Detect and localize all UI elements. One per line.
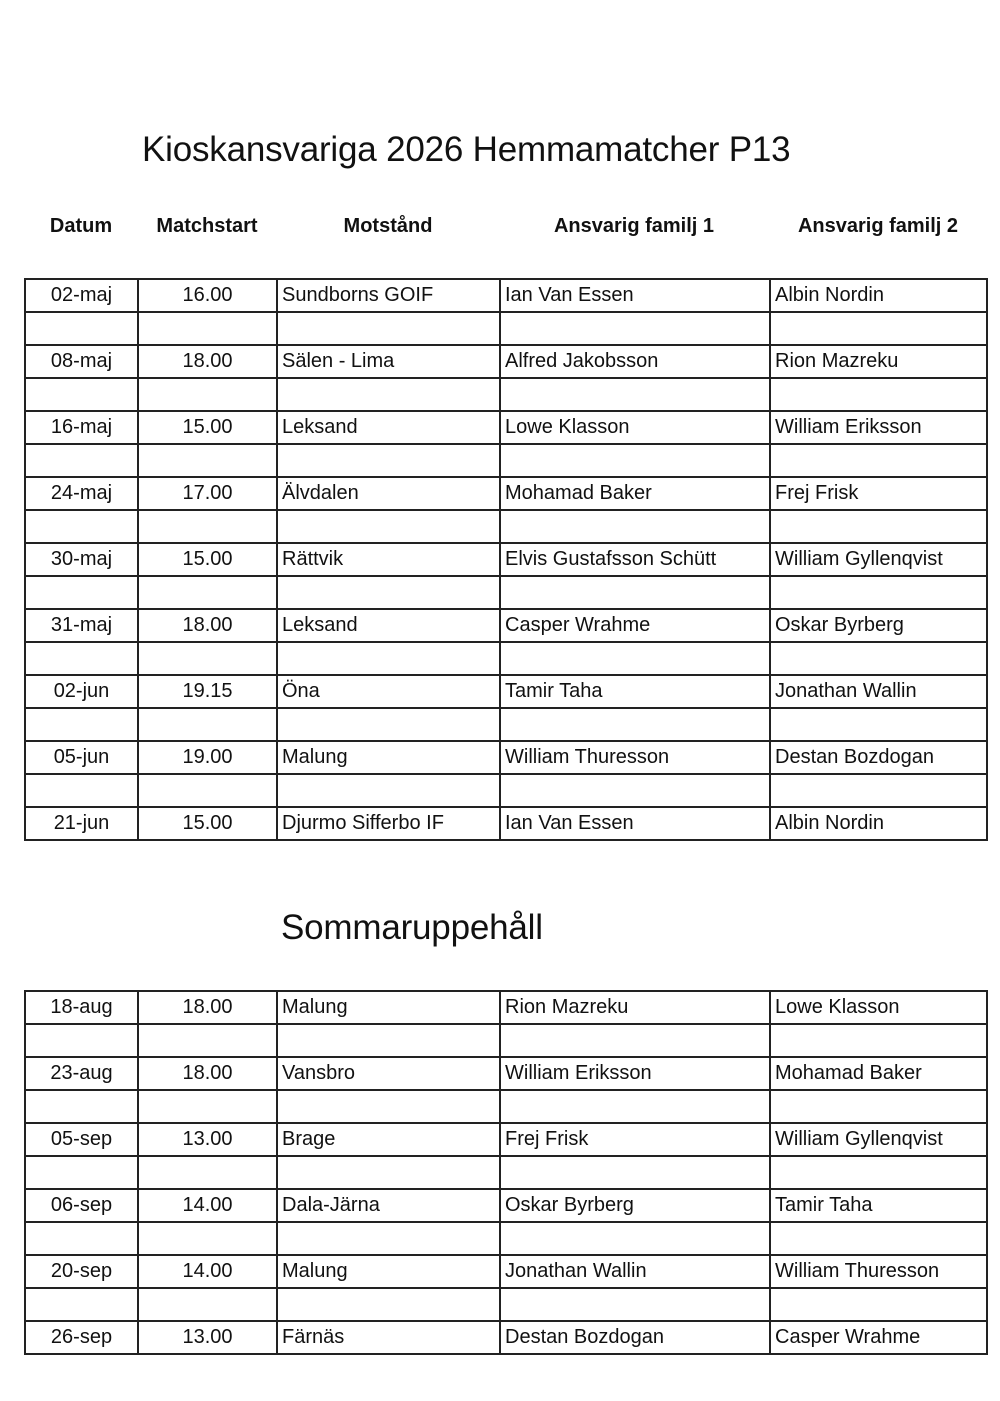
empty-cell bbox=[770, 1222, 987, 1255]
cell-opponent: Malung bbox=[277, 991, 500, 1024]
empty-cell bbox=[277, 1222, 500, 1255]
header-datum: Datum bbox=[49, 215, 113, 237]
cell-family-2: Casper Wrahme bbox=[770, 1321, 987, 1354]
empty-cell bbox=[277, 1156, 500, 1189]
empty-cell bbox=[770, 1288, 987, 1321]
empty-cell bbox=[25, 444, 138, 477]
empty-cell bbox=[138, 1090, 277, 1123]
empty-cell bbox=[770, 1156, 987, 1189]
cell-opponent: Djurmo Sifferbo IF bbox=[277, 807, 500, 840]
cell-date: 26-sep bbox=[25, 1321, 138, 1354]
empty-cell bbox=[25, 1222, 138, 1255]
empty-cell bbox=[500, 774, 770, 807]
cell-family-2: William Eriksson bbox=[770, 411, 987, 444]
cell-opponent: Öna bbox=[277, 675, 500, 708]
cell-opponent: Malung bbox=[277, 1255, 500, 1288]
cell-family-2: William Thuresson bbox=[770, 1255, 987, 1288]
cell-date: 05-sep bbox=[25, 1123, 138, 1156]
empty-cell bbox=[770, 378, 987, 411]
empty-cell bbox=[25, 708, 138, 741]
cell-kickoff: 18.00 bbox=[138, 1057, 277, 1090]
empty-row bbox=[25, 774, 987, 807]
empty-cell bbox=[25, 378, 138, 411]
cell-opponent: Sundborns GOIF bbox=[277, 279, 500, 312]
cell-opponent: Leksand bbox=[277, 411, 500, 444]
empty-cell bbox=[770, 708, 987, 741]
column-headers bbox=[0, 215, 1000, 245]
table-row bbox=[25, 1255, 987, 1288]
cell-date: 02-maj bbox=[25, 279, 138, 312]
cell-family-1: Ian Van Essen bbox=[500, 807, 770, 840]
empty-cell bbox=[500, 510, 770, 543]
empty-cell bbox=[500, 1156, 770, 1189]
cell-date: 08-maj bbox=[25, 345, 138, 378]
empty-cell bbox=[277, 1090, 500, 1123]
empty-cell bbox=[138, 1024, 277, 1057]
empty-cell bbox=[25, 642, 138, 675]
cell-family-1: Elvis Gustafsson Schütt bbox=[500, 543, 770, 576]
cell-family-2: Jonathan Wallin bbox=[770, 675, 987, 708]
cell-date: 06-sep bbox=[25, 1189, 138, 1222]
empty-cell bbox=[277, 642, 500, 675]
cell-family-2: Lowe Klasson bbox=[770, 991, 987, 1024]
empty-cell bbox=[138, 1222, 277, 1255]
cell-opponent: Malung bbox=[277, 741, 500, 774]
empty-cell bbox=[25, 576, 138, 609]
empty-cell bbox=[25, 1090, 138, 1123]
cell-date: 16-maj bbox=[25, 411, 138, 444]
empty-cell bbox=[770, 774, 987, 807]
empty-cell bbox=[138, 1288, 277, 1321]
empty-cell bbox=[770, 576, 987, 609]
page-title: Kioskansvariga 2026 Hemmamatcher P13 bbox=[142, 130, 791, 169]
cell-family-2: Albin Nordin bbox=[770, 807, 987, 840]
empty-cell bbox=[25, 510, 138, 543]
cell-opponent: Färnäs bbox=[277, 1321, 500, 1354]
empty-row bbox=[25, 576, 987, 609]
cell-family-1: William Eriksson bbox=[500, 1057, 770, 1090]
cell-opponent: Sälen - Lima bbox=[277, 345, 500, 378]
cell-kickoff: 19.15 bbox=[138, 675, 277, 708]
cell-family-2: Rion Mazreku bbox=[770, 345, 987, 378]
table-row bbox=[25, 991, 987, 1024]
table-row bbox=[25, 477, 987, 510]
cell-kickoff: 15.00 bbox=[138, 807, 277, 840]
cell-family-1: Lowe Klasson bbox=[500, 411, 770, 444]
table-row bbox=[25, 279, 987, 312]
empty-row bbox=[25, 642, 987, 675]
cell-family-1: Rion Mazreku bbox=[500, 991, 770, 1024]
table-row bbox=[25, 807, 987, 840]
cell-opponent: Brage bbox=[277, 1123, 500, 1156]
empty-cell bbox=[770, 642, 987, 675]
cell-opponent: Rättvik bbox=[277, 543, 500, 576]
empty-row bbox=[25, 510, 987, 543]
empty-row bbox=[25, 1090, 987, 1123]
cell-opponent: Vansbro bbox=[277, 1057, 500, 1090]
cell-kickoff: 15.00 bbox=[138, 411, 277, 444]
cell-family-1: Destan Bozdogan bbox=[500, 1321, 770, 1354]
empty-row bbox=[25, 378, 987, 411]
empty-cell bbox=[138, 444, 277, 477]
schedule-table-spring bbox=[24, 278, 988, 841]
table-row bbox=[25, 1123, 987, 1156]
cell-family-2: Mohamad Baker bbox=[770, 1057, 987, 1090]
table-row bbox=[25, 675, 987, 708]
empty-cell bbox=[277, 510, 500, 543]
empty-cell bbox=[770, 312, 987, 345]
empty-cell bbox=[277, 312, 500, 345]
cell-kickoff: 18.00 bbox=[138, 991, 277, 1024]
empty-row bbox=[25, 1288, 987, 1321]
table-row bbox=[25, 411, 987, 444]
cell-kickoff: 18.00 bbox=[138, 609, 277, 642]
empty-row bbox=[25, 1024, 987, 1057]
empty-cell bbox=[138, 774, 277, 807]
table-row bbox=[25, 741, 987, 774]
empty-cell bbox=[138, 510, 277, 543]
empty-cell bbox=[138, 576, 277, 609]
empty-row bbox=[25, 1156, 987, 1189]
cell-date: 21-jun bbox=[25, 807, 138, 840]
table-row bbox=[25, 345, 987, 378]
empty-row bbox=[25, 708, 987, 741]
empty-cell bbox=[500, 576, 770, 609]
cell-family-1: Frej Frisk bbox=[500, 1123, 770, 1156]
empty-cell bbox=[500, 1024, 770, 1057]
empty-cell bbox=[770, 1024, 987, 1057]
cell-family-1: Tamir Taha bbox=[500, 675, 770, 708]
empty-cell bbox=[25, 1024, 138, 1057]
cell-date: 05-jun bbox=[25, 741, 138, 774]
empty-cell bbox=[277, 774, 500, 807]
cell-family-2: Albin Nordin bbox=[770, 279, 987, 312]
cell-kickoff: 14.00 bbox=[138, 1255, 277, 1288]
cell-family-2: Frej Frisk bbox=[770, 477, 987, 510]
table-row bbox=[25, 543, 987, 576]
empty-cell bbox=[277, 708, 500, 741]
cell-family-2: Tamir Taha bbox=[770, 1189, 987, 1222]
cell-date: 30-maj bbox=[25, 543, 138, 576]
empty-cell bbox=[25, 774, 138, 807]
empty-cell bbox=[138, 312, 277, 345]
header-familj-2: Ansvarig familj 2 bbox=[797, 215, 959, 237]
empty-cell bbox=[500, 1090, 770, 1123]
cell-family-1: Mohamad Baker bbox=[500, 477, 770, 510]
cell-date: 20-sep bbox=[25, 1255, 138, 1288]
cell-family-1: Alfred Jakobsson bbox=[500, 345, 770, 378]
empty-cell bbox=[500, 642, 770, 675]
cell-date: 18-aug bbox=[25, 991, 138, 1024]
empty-cell bbox=[500, 1288, 770, 1321]
empty-cell bbox=[500, 312, 770, 345]
empty-cell bbox=[277, 444, 500, 477]
cell-opponent: Dala-Järna bbox=[277, 1189, 500, 1222]
empty-cell bbox=[277, 1024, 500, 1057]
cell-kickoff: 18.00 bbox=[138, 345, 277, 378]
schedule-table-autumn bbox=[24, 990, 988, 1355]
summer-break-heading: Sommaruppehåll bbox=[281, 908, 543, 947]
empty-cell bbox=[138, 708, 277, 741]
table-row bbox=[25, 1057, 987, 1090]
cell-kickoff: 19.00 bbox=[138, 741, 277, 774]
cell-family-1: William Thuresson bbox=[500, 741, 770, 774]
cell-family-2: William Gyllenqvist bbox=[770, 1123, 987, 1156]
empty-cell bbox=[138, 378, 277, 411]
empty-cell bbox=[25, 312, 138, 345]
empty-row bbox=[25, 312, 987, 345]
cell-family-2: Oskar Byrberg bbox=[770, 609, 987, 642]
cell-family-1: Casper Wrahme bbox=[500, 609, 770, 642]
cell-date: 23-aug bbox=[25, 1057, 138, 1090]
cell-family-1: Jonathan Wallin bbox=[500, 1255, 770, 1288]
cell-family-1: Oskar Byrberg bbox=[500, 1189, 770, 1222]
empty-cell bbox=[500, 1222, 770, 1255]
header-matchstart: Matchstart bbox=[156, 215, 258, 237]
empty-cell bbox=[277, 576, 500, 609]
cell-family-1: Ian Van Essen bbox=[500, 279, 770, 312]
cell-kickoff: 15.00 bbox=[138, 543, 277, 576]
cell-kickoff: 17.00 bbox=[138, 477, 277, 510]
cell-kickoff: 16.00 bbox=[138, 279, 277, 312]
empty-cell bbox=[500, 444, 770, 477]
empty-cell bbox=[500, 708, 770, 741]
cell-date: 24-maj bbox=[25, 477, 138, 510]
cell-kickoff: 14.00 bbox=[138, 1189, 277, 1222]
header-motstand: Motstånd bbox=[343, 215, 433, 237]
cell-family-2: William Gyllenqvist bbox=[770, 543, 987, 576]
empty-cell bbox=[770, 444, 987, 477]
cell-family-2: Destan Bozdogan bbox=[770, 741, 987, 774]
cell-opponent: Älvdalen bbox=[277, 477, 500, 510]
empty-cell bbox=[770, 510, 987, 543]
empty-cell bbox=[25, 1156, 138, 1189]
empty-cell bbox=[277, 1288, 500, 1321]
cell-date: 31-maj bbox=[25, 609, 138, 642]
empty-cell bbox=[138, 1156, 277, 1189]
cell-opponent: Leksand bbox=[277, 609, 500, 642]
table-row bbox=[25, 609, 987, 642]
cell-kickoff: 13.00 bbox=[138, 1123, 277, 1156]
table-row bbox=[25, 1321, 987, 1354]
table-row bbox=[25, 1189, 987, 1222]
empty-cell bbox=[277, 378, 500, 411]
empty-cell bbox=[138, 642, 277, 675]
cell-kickoff: 13.00 bbox=[138, 1321, 277, 1354]
empty-cell bbox=[25, 1288, 138, 1321]
cell-date: 02-jun bbox=[25, 675, 138, 708]
empty-row bbox=[25, 1222, 987, 1255]
empty-cell bbox=[500, 378, 770, 411]
empty-row bbox=[25, 444, 987, 477]
empty-cell bbox=[770, 1090, 987, 1123]
header-familj-1: Ansvarig familj 1 bbox=[553, 215, 715, 237]
